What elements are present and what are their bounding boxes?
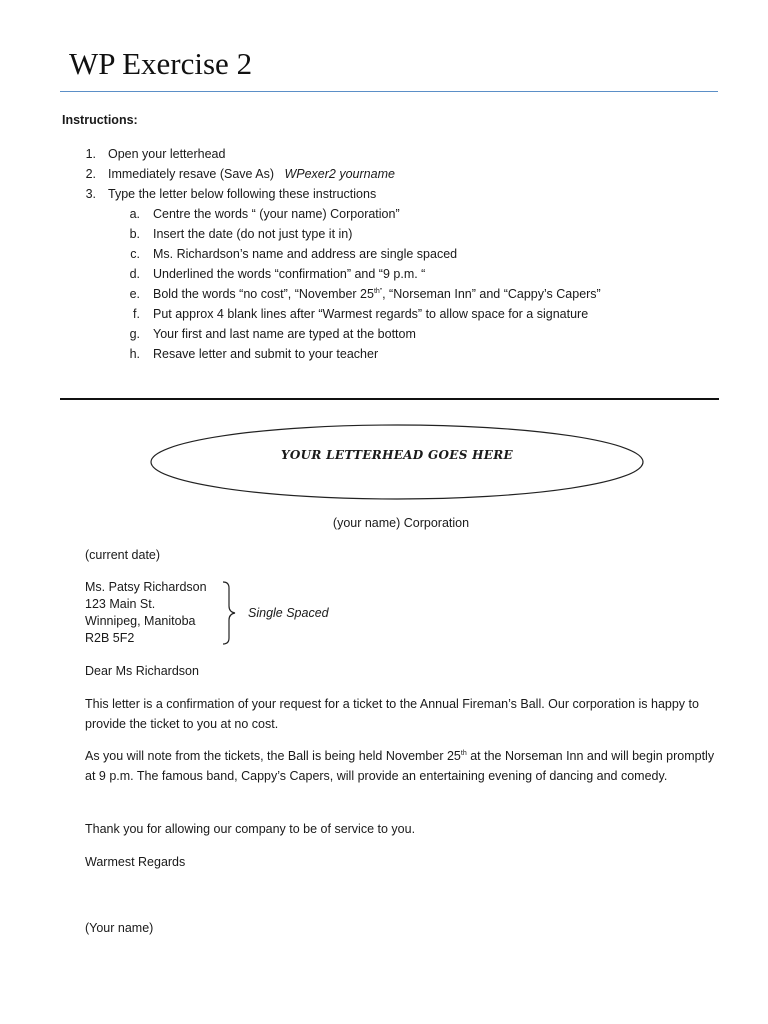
substep-letter: h. [129,347,140,361]
substep-text: Ms. Richardson’s name and address are single spaced [153,247,458,261]
letter-paragraph: As you will note from the tickets, the Ball is being held November 25th at the Norseman Inn and will begin promptly at 9 p.m. The famous band, Cappy’s Capers, will provide an entertaining evening of dancing and comedy. [85,749,715,783]
address-note: Single Spaced [248,606,329,620]
instructions-heading: Instructions: [62,113,138,127]
substep-letter: f. [133,307,140,321]
address-line: Winnipeg, Manitoba [85,614,196,628]
address-line: Ms. Patsy Richardson [85,580,207,594]
brace-icon [220,580,240,646]
substep-text: Centre the words “ (your name) Corporation” [153,207,400,221]
substep-text: Bold the words “no cost”, “November $25^{th”}$, “Norseman Inn” and “Cappy’s Capers” [153,287,601,301]
step-number: 1. [85,147,96,161]
substep-letter: d. [129,267,140,281]
title-underline [60,91,718,92]
filename-text: WPexer2 yourname [284,167,395,181]
step-text: Type the letter below following these instructions [108,187,377,201]
superscript: th” [373,287,383,295]
substep-text: Put approx 4 blank lines after “Warmest regards” to allow space for a signature [153,307,589,321]
letter-date: (current date) [85,548,161,562]
superscript: th [460,749,467,757]
substep-letter: c. [130,247,140,261]
page-title: WP Exercise 2 [69,46,253,81]
substep-letter: a. [129,207,140,221]
substep-text: Resave letter and submit to your teacher [153,347,379,361]
step-text: Open your letterhead [108,147,226,161]
signature-name: (Your name) [85,921,154,935]
salutation: Dear Ms Richardson [85,664,199,678]
letter-paragraph: Thank you for allowing our company to be of service to you. [85,822,416,836]
substep-text: Your first and last name are typed at the bottom [153,327,416,341]
substep-letter: e. [129,287,140,301]
step-number: 3. [85,187,96,201]
address-line: 123 Main St. [85,597,156,611]
section-divider [60,398,719,400]
letterhead-placeholder: YOUR LETTERHEAD GOES HERE [281,448,513,462]
substep-text: Insert the date (do not just type it in) [153,227,353,241]
letter-closing: Warmest Regards [85,855,186,869]
substep-text: Underlined the words “confirmation” and “9 p.m. “ [153,267,426,281]
step-number: 2. [85,167,96,181]
step-text-wrap [108,164,395,184]
recipient-address [85,579,207,647]
address-line: R2B 5F2 [85,631,135,645]
letter-paragraph: This letter is a confirmation of your request for a ticket to the Annual Fireman’s Ball. Our corporation is happy to provide the ticket to you at no cost. [85,697,699,731]
substep-letter: b. [129,227,140,241]
letterhead-ellipse [148,424,646,504]
step-text: Immediately resave (Save As) [108,167,275,181]
substep-letter: g. [129,327,140,341]
company-name: (your name) Corporation [332,516,470,530]
